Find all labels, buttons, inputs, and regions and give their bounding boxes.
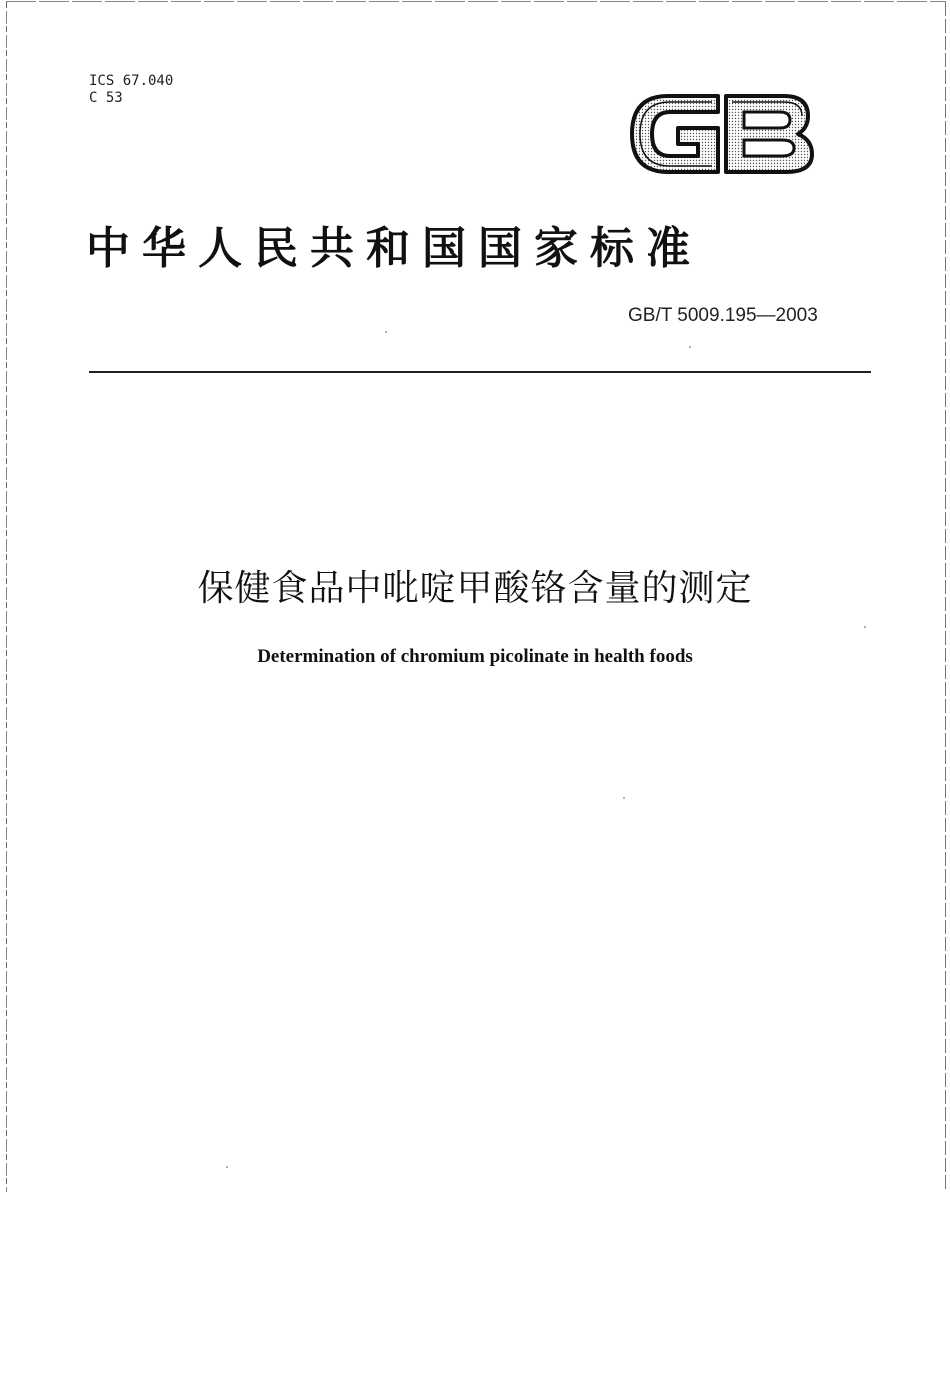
document-title-cn: 保健食品中吡啶甲酸铬含量的测定 [197, 568, 753, 609]
header-divider [89, 371, 871, 373]
scan-speck [623, 797, 625, 799]
scan-speck [226, 1166, 228, 1168]
document-title-en: Determination of chromium picolinate in health foods [257, 646, 693, 667]
ics-code: ICS 67.040 [89, 73, 174, 89]
gb-logo [626, 84, 818, 184]
national-standard-title: 中华人民共和国国家标准 [86, 223, 702, 274]
scan-speck [689, 346, 691, 348]
scan-border-top [6, 1, 946, 2]
ccs-code: C 53 [89, 90, 123, 106]
classification-codes [89, 73, 173, 107]
scan-speck [385, 331, 387, 333]
standard-number: GB/T 5009.195—2003 [628, 305, 818, 326]
scan-speck [864, 626, 866, 628]
